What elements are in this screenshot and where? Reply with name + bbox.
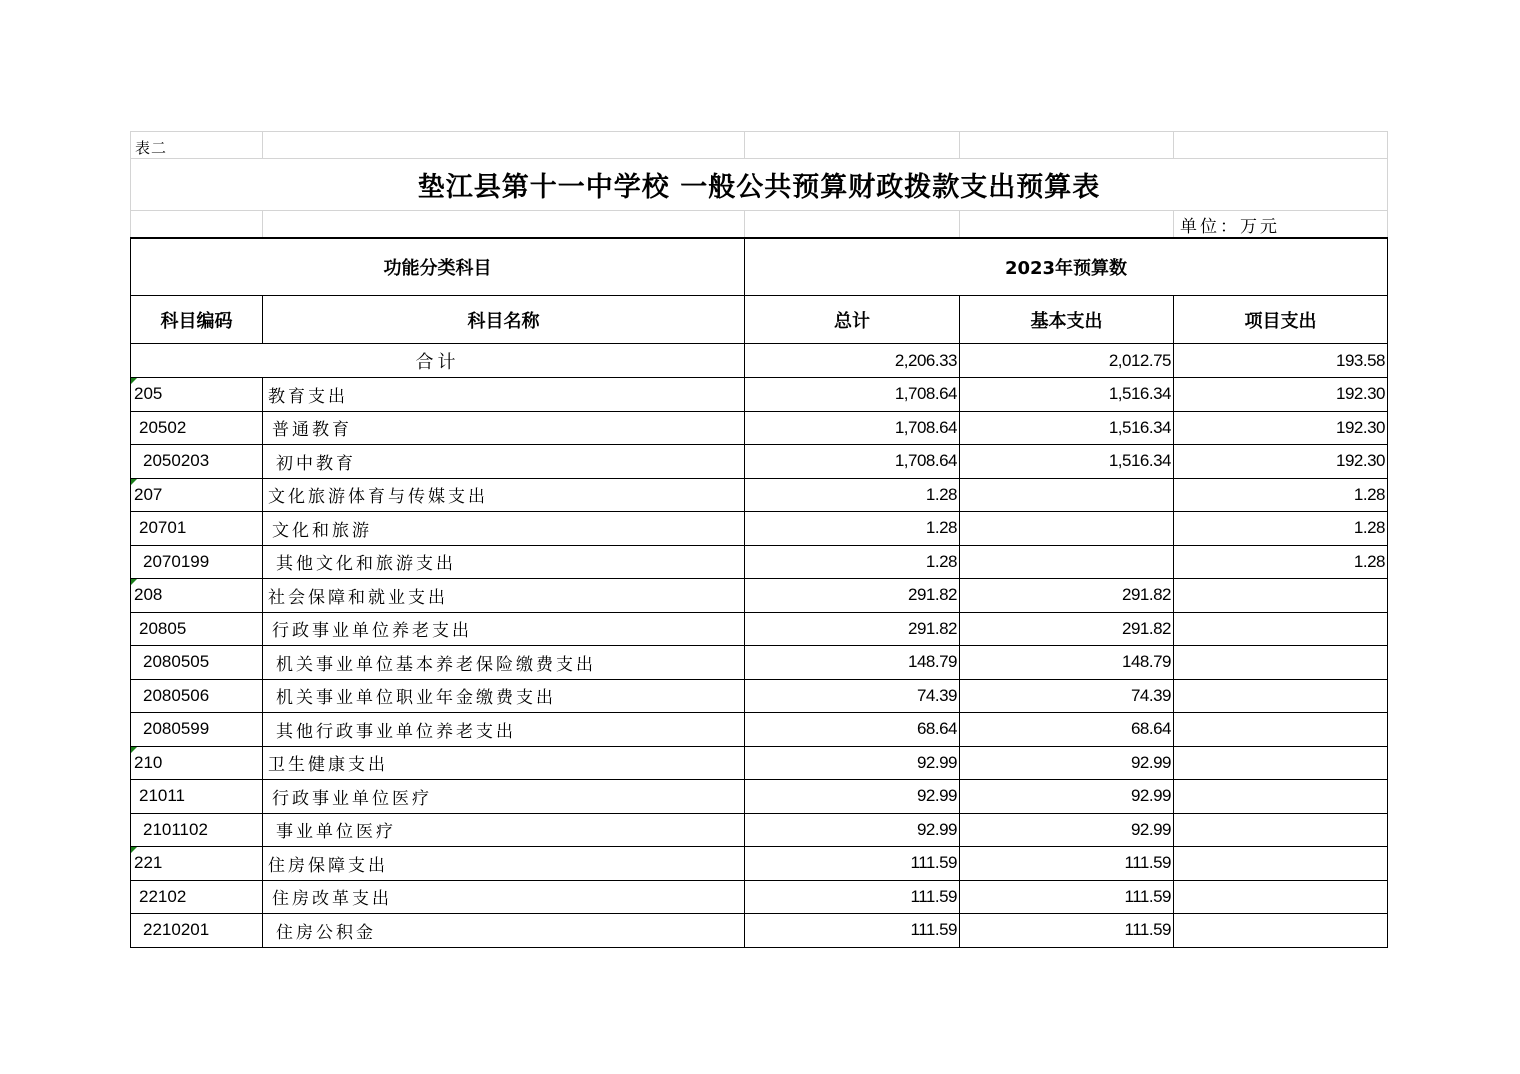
row-code: 20805	[139, 618, 187, 638]
comment-flag-icon	[131, 847, 137, 853]
row-project	[1174, 813, 1388, 847]
table-row	[131, 780, 1388, 814]
row-name: 住房保障支出	[268, 855, 388, 876]
table-row	[131, 880, 1388, 914]
table-row	[131, 679, 1388, 713]
row-code: 2070199	[143, 551, 210, 571]
row-basic	[960, 512, 1174, 546]
table-row	[131, 411, 1388, 445]
row-basic: 111.59	[960, 847, 1174, 881]
row-name: 行政事业单位养老支出	[272, 621, 472, 642]
row-project	[1174, 780, 1388, 814]
unit-label: 单位：万元	[1174, 211, 1388, 238]
row-name-cell	[263, 813, 745, 847]
row-project	[1174, 646, 1388, 680]
row-total: 1,708.64	[745, 445, 960, 479]
row-code: 2080506	[143, 685, 210, 705]
row-total: 1.28	[745, 545, 960, 579]
row-project	[1174, 713, 1388, 747]
row-basic: 1,516.34	[960, 411, 1174, 445]
row-name-cell	[263, 445, 745, 479]
comment-flag-icon	[131, 579, 137, 585]
row-code-cell	[131, 478, 263, 512]
row-name: 文化和旅游	[272, 520, 372, 541]
table-body	[131, 378, 1388, 948]
row-code: 20502	[139, 417, 187, 437]
row-name-cell	[263, 512, 745, 546]
budget-sheet	[130, 131, 1388, 948]
row-name: 卫生健康支出	[268, 755, 388, 776]
total-basic: 2,012.75	[960, 344, 1174, 378]
row-name: 住房公积金	[276, 922, 376, 943]
table-row	[131, 378, 1388, 412]
table-row	[131, 847, 1388, 881]
row-code: 207	[134, 484, 163, 504]
row-code-cell	[131, 378, 263, 412]
row-name: 其他行政事业单位养老支出	[276, 721, 516, 742]
row-project: 192.30	[1174, 445, 1388, 479]
header-row-2	[131, 296, 1388, 344]
row-name: 行政事业单位医疗	[272, 788, 432, 809]
row-code: 2050203	[143, 451, 210, 471]
row-name-cell	[263, 679, 745, 713]
row-code: 221	[134, 853, 163, 873]
row-basic: 291.82	[960, 579, 1174, 613]
row-name-cell	[263, 378, 745, 412]
row-project	[1174, 880, 1388, 914]
row-code-cell	[131, 847, 263, 881]
row-code: 2210201	[143, 920, 210, 940]
table-row	[131, 746, 1388, 780]
row-total: 68.64	[745, 713, 960, 747]
row-basic: 1,516.34	[960, 378, 1174, 412]
row-name-cell	[263, 545, 745, 579]
row-project	[1174, 914, 1388, 948]
row-name: 住房改革支出	[272, 889, 392, 910]
row-code-cell	[131, 914, 263, 948]
table-row	[131, 646, 1388, 680]
header-project: 项目支出	[1174, 296, 1388, 344]
row-name: 文化旅游体育与传媒支出	[268, 487, 488, 508]
row-code: 20701	[139, 518, 187, 538]
row-code-cell	[131, 545, 263, 579]
sheet-label: 表二	[131, 132, 263, 159]
row-project	[1174, 746, 1388, 780]
row-name: 机关事业单位基本养老保险缴费支出	[276, 654, 596, 675]
row-basic: 92.99	[960, 813, 1174, 847]
row-name-cell	[263, 914, 745, 948]
row-code-cell	[131, 746, 263, 780]
comment-flag-icon	[131, 378, 137, 384]
row-basic	[960, 478, 1174, 512]
row-name-cell	[263, 746, 745, 780]
row-basic: 148.79	[960, 646, 1174, 680]
row-basic: 92.99	[960, 780, 1174, 814]
row-code-cell	[131, 713, 263, 747]
row-code: 210	[134, 752, 163, 772]
row-project	[1174, 679, 1388, 713]
row-total: 92.99	[745, 780, 960, 814]
row-project: 1.28	[1174, 512, 1388, 546]
row-name-cell	[263, 612, 745, 646]
row-project: 192.30	[1174, 378, 1388, 412]
header-category: 功能分类科目	[131, 239, 745, 296]
row-total: 74.39	[745, 679, 960, 713]
row-code: 2080505	[143, 652, 210, 672]
total-row	[131, 344, 1388, 378]
comment-flag-icon	[131, 747, 137, 753]
row-code-cell	[131, 880, 263, 914]
row-name-cell	[263, 847, 745, 881]
table-row	[131, 813, 1388, 847]
row-basic: 74.39	[960, 679, 1174, 713]
row-project	[1174, 612, 1388, 646]
row-basic: 291.82	[960, 612, 1174, 646]
comment-flag-icon	[131, 479, 137, 485]
row-code-cell	[131, 512, 263, 546]
row-basic: 1,516.34	[960, 445, 1174, 479]
row-name-cell	[263, 411, 745, 445]
row-code: 2080599	[143, 719, 210, 739]
row-name-cell	[263, 646, 745, 680]
row-code-cell	[131, 612, 263, 646]
table-row	[131, 512, 1388, 546]
row-total: 92.99	[745, 746, 960, 780]
header-code: 科目编码	[131, 296, 263, 344]
budget-table	[130, 238, 1388, 948]
row-project	[1174, 579, 1388, 613]
row-name-cell	[263, 880, 745, 914]
row-basic	[960, 545, 1174, 579]
row-total: 291.82	[745, 579, 960, 613]
row-total: 1,708.64	[745, 378, 960, 412]
row-project: 1.28	[1174, 478, 1388, 512]
table-row	[131, 445, 1388, 479]
row-total: 111.59	[745, 847, 960, 881]
row-basic: 111.59	[960, 914, 1174, 948]
row-code-cell	[131, 411, 263, 445]
row-total: 1,708.64	[745, 411, 960, 445]
row-code-cell	[131, 780, 263, 814]
row-code-cell	[131, 646, 263, 680]
header-row-1	[131, 239, 1388, 296]
total-label: 合计	[131, 344, 745, 378]
row-name-cell	[263, 579, 745, 613]
row-total: 1.28	[745, 512, 960, 546]
row-total: 92.99	[745, 813, 960, 847]
header-basic: 基本支出	[960, 296, 1174, 344]
row-project	[1174, 847, 1388, 881]
row-code: 208	[134, 585, 163, 605]
total-project: 193.58	[1174, 344, 1388, 378]
row-code-cell	[131, 679, 263, 713]
row-name: 社会保障和就业支出	[268, 587, 448, 608]
row-name: 机关事业单位职业年金缴费支出	[276, 688, 556, 709]
row-code: 21011	[139, 786, 186, 806]
header-name: 科目名称	[263, 296, 745, 344]
row-code: 205	[134, 384, 163, 404]
table-row	[131, 713, 1388, 747]
row-name-cell	[263, 478, 745, 512]
row-total: 1.28	[745, 478, 960, 512]
row-code-cell	[131, 445, 263, 479]
table-row	[131, 478, 1388, 512]
row-name: 其他文化和旅游支出	[276, 554, 456, 575]
table-row	[131, 612, 1388, 646]
row-basic: 92.99	[960, 746, 1174, 780]
total-total: 2,206.33	[745, 344, 960, 378]
table-row	[131, 545, 1388, 579]
row-code-cell	[131, 579, 263, 613]
row-basic: 111.59	[960, 880, 1174, 914]
header-budget-year: 2023年预算数	[745, 239, 1388, 296]
row-total: 111.59	[745, 880, 960, 914]
page-title: 垫江县第十一中学校 一般公共预算财政拨款支出预算表	[131, 159, 1388, 211]
sheet-top	[130, 131, 1388, 238]
header-total: 总计	[745, 296, 960, 344]
row-name: 普通教育	[272, 420, 352, 441]
row-name: 教育支出	[268, 386, 348, 407]
row-name-cell	[263, 780, 745, 814]
table-row	[131, 579, 1388, 613]
row-name: 初中教育	[276, 453, 356, 474]
row-code-cell	[131, 813, 263, 847]
row-code: 22102	[139, 886, 187, 906]
row-name-cell	[263, 713, 745, 747]
row-total: 291.82	[745, 612, 960, 646]
row-basic: 68.64	[960, 713, 1174, 747]
row-code: 2101102	[143, 819, 208, 839]
row-project: 1.28	[1174, 545, 1388, 579]
row-total: 148.79	[745, 646, 960, 680]
table-row	[131, 914, 1388, 948]
row-total: 111.59	[745, 914, 960, 948]
row-project: 192.30	[1174, 411, 1388, 445]
row-name: 事业单位医疗	[276, 822, 396, 843]
